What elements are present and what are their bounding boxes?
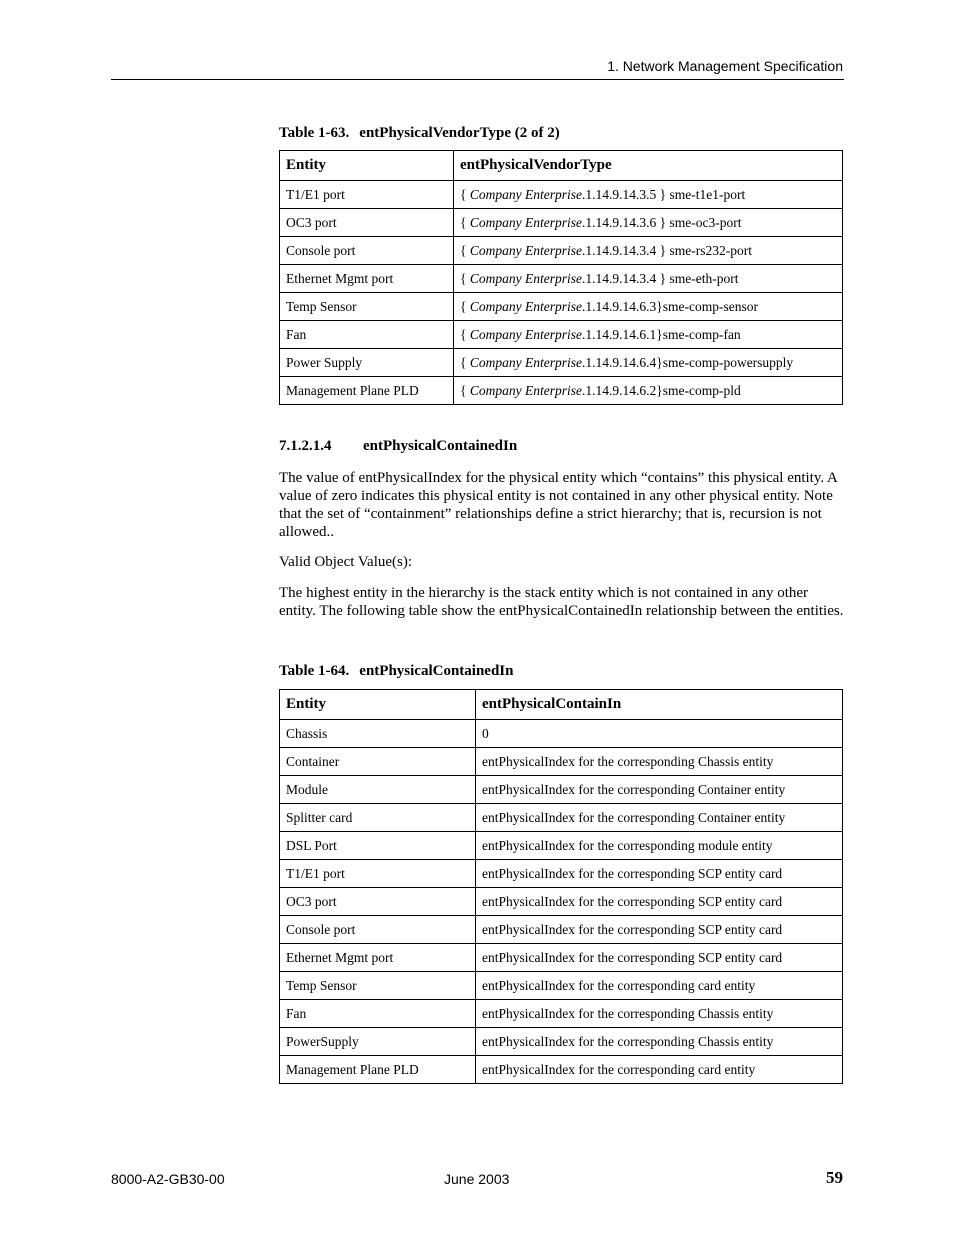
open-brace: { — [460, 186, 467, 202]
entity-cell: OC3 port — [280, 209, 454, 237]
oid-value: .1.14.9.14.3.5 } sme-t1e1-port — [581, 186, 746, 202]
open-brace: { — [460, 214, 467, 230]
entity-cell: PowerSupply — [280, 1028, 476, 1056]
footer-doc-number: 8000-A2-GB30-00 — [111, 1171, 225, 1187]
entity-cell: Console port — [280, 237, 454, 265]
oid-value: .1.14.9.14.6.2}sme-comp-pld — [581, 382, 741, 398]
table-caption-number: Table 1-63. — [279, 125, 350, 141]
oid-value: .1.14.9.14.3.4 } sme-eth-port — [581, 270, 739, 286]
company-enterprise: Company Enterprise — [469, 354, 582, 370]
running-header: 1. Network Management Specification — [607, 58, 843, 74]
paragraph-description: The value of entPhysicalIndex for the physical entity which “contains” this physical entity. A value of zero indicates this physical entity is not contained in any other physical entity. Note that the set of “containment” relationships define a strict hierarchy; that is, recursion is not allowed.. — [279, 470, 838, 540]
table-row — [280, 776, 843, 804]
contain-in-cell: entPhysicalIndex for the corresponding Chassis entity — [476, 1028, 843, 1056]
entity-cell: Temp Sensor — [280, 972, 476, 1000]
entity-cell: Container — [280, 748, 476, 776]
paragraph-hierarchy: The highest entity in the hierarchy is the stack entity which is not contained in any other entity. The following table show the entPhysicalContainedIn relationship between the entities. — [279, 585, 844, 619]
table-row — [280, 377, 843, 405]
table-row — [280, 1056, 843, 1084]
table-caption-number: Table 1-64. — [279, 663, 350, 679]
table-row — [280, 832, 843, 860]
entity-cell: Management Plane PLD — [280, 377, 454, 405]
table-row — [280, 804, 843, 832]
page-number: 59 — [826, 1168, 843, 1187]
table-row — [280, 237, 843, 265]
vendor-type-table-body — [280, 181, 843, 405]
vendor-type-cell — [454, 377, 843, 405]
entity-cell: Module — [280, 776, 476, 804]
oid-value: .1.14.9.14.3.6 } sme-oc3-port — [581, 214, 742, 230]
vendor-type-cell — [454, 293, 843, 321]
entity-cell: T1/E1 port — [280, 860, 476, 888]
entity-cell: Fan — [280, 1000, 476, 1028]
contain-in-cell: entPhysicalIndex for the corresponding SCP entity card — [476, 888, 843, 916]
vendor-type-cell — [454, 349, 843, 377]
table-row — [280, 293, 843, 321]
company-enterprise: Company Enterprise — [469, 242, 582, 258]
column-header-vendor-type: entPhysicalVendorType — [454, 151, 843, 181]
table-row — [280, 265, 843, 293]
entity-cell: T1/E1 port — [280, 181, 454, 209]
table-row — [280, 720, 843, 748]
table-row — [280, 944, 843, 972]
open-brace: { — [460, 326, 467, 342]
table-caption-title: entPhysicalContainedIn — [359, 663, 514, 679]
table-row — [280, 209, 843, 237]
open-brace: { — [460, 382, 467, 398]
contain-in-cell: entPhysicalIndex for the corresponding Container entity — [476, 776, 843, 804]
contain-in-cell: entPhysicalIndex for the corresponding SCP entity card — [476, 944, 843, 972]
company-enterprise: Company Enterprise — [469, 186, 582, 202]
oid-value: .1.14.9.14.6.4}sme-comp-powersupply — [581, 354, 794, 370]
contain-in-cell: entPhysicalIndex for the corresponding Chassis entity — [476, 1000, 843, 1028]
contained-in-table-body — [280, 720, 843, 1084]
entity-cell: Splitter card — [280, 804, 476, 832]
footer-date: June 2003 — [444, 1171, 510, 1187]
table-row — [280, 1000, 843, 1028]
table-row — [280, 888, 843, 916]
contain-in-cell: entPhysicalIndex for the corresponding SCP entity card — [476, 916, 843, 944]
section-title: entPhysicalContainedIn — [363, 438, 518, 454]
contain-in-cell: 0 — [476, 720, 843, 748]
vendor-type-cell — [454, 237, 843, 265]
open-brace: { — [460, 242, 467, 258]
open-brace: { — [460, 354, 467, 370]
table-caption-title: entPhysicalVendorType (2 of 2) — [359, 125, 560, 141]
entity-cell: Fan — [280, 321, 454, 349]
oid-value: .1.14.9.14.3.4 } sme-rs232-port — [581, 242, 752, 258]
table-row — [280, 748, 843, 776]
vendor-type-cell — [454, 181, 843, 209]
contain-in-cell: entPhysicalIndex for the corresponding card entity — [476, 972, 843, 1000]
company-enterprise: Company Enterprise — [469, 214, 582, 230]
vendor-type-cell — [454, 209, 843, 237]
entity-cell: DSL Port — [280, 832, 476, 860]
section-heading — [279, 438, 517, 455]
table-row — [280, 1028, 843, 1056]
table-caption-1-63 — [279, 125, 560, 142]
company-enterprise: Company Enterprise — [469, 270, 582, 286]
entity-cell: Ethernet Mgmt port — [280, 265, 454, 293]
entity-cell: Ethernet Mgmt port — [280, 944, 476, 972]
contain-in-cell: entPhysicalIndex for the corresponding Container entity — [476, 804, 843, 832]
contained-in-table — [279, 689, 843, 1084]
column-header-contain-in: entPhysicalContainIn — [476, 690, 843, 720]
open-brace: { — [460, 270, 467, 286]
column-header-entity: Entity — [280, 151, 454, 181]
contain-in-cell: entPhysicalIndex for the corresponding module entity — [476, 832, 843, 860]
company-enterprise: Company Enterprise — [469, 298, 582, 314]
header-rule — [111, 79, 844, 80]
contain-in-cell: entPhysicalIndex for the corresponding SCP entity card — [476, 860, 843, 888]
vendor-type-cell — [454, 321, 843, 349]
table-row — [280, 972, 843, 1000]
entity-cell: OC3 port — [280, 888, 476, 916]
table-row — [280, 349, 843, 377]
table-row — [280, 321, 843, 349]
entity-cell: Chassis — [280, 720, 476, 748]
company-enterprise: Company Enterprise — [469, 326, 582, 342]
entity-cell: Management Plane PLD — [280, 1056, 476, 1084]
contain-in-cell: entPhysicalIndex for the corresponding card entity — [476, 1056, 843, 1084]
column-header-entity: Entity — [280, 690, 476, 720]
section-number: 7.1.2.1.4 — [279, 438, 332, 454]
entity-cell: Temp Sensor — [280, 293, 454, 321]
table-caption-1-64 — [279, 663, 514, 680]
table-row — [280, 916, 843, 944]
vendor-type-table — [279, 150, 843, 405]
entity-cell: Console port — [280, 916, 476, 944]
table-header-row — [280, 151, 843, 181]
paragraph-valid-values: Valid Object Value(s): — [279, 554, 413, 570]
contain-in-cell: entPhysicalIndex for the corresponding Chassis entity — [476, 748, 843, 776]
open-brace: { — [460, 298, 467, 314]
table-row — [280, 181, 843, 209]
table-header-row — [280, 690, 843, 720]
oid-value: .1.14.9.14.6.3}sme-comp-sensor — [581, 298, 758, 314]
vendor-type-cell — [454, 265, 843, 293]
oid-value: .1.14.9.14.6.1}sme-comp-fan — [581, 326, 741, 342]
entity-cell: Power Supply — [280, 349, 454, 377]
company-enterprise: Company Enterprise — [469, 382, 582, 398]
table-row — [280, 860, 843, 888]
